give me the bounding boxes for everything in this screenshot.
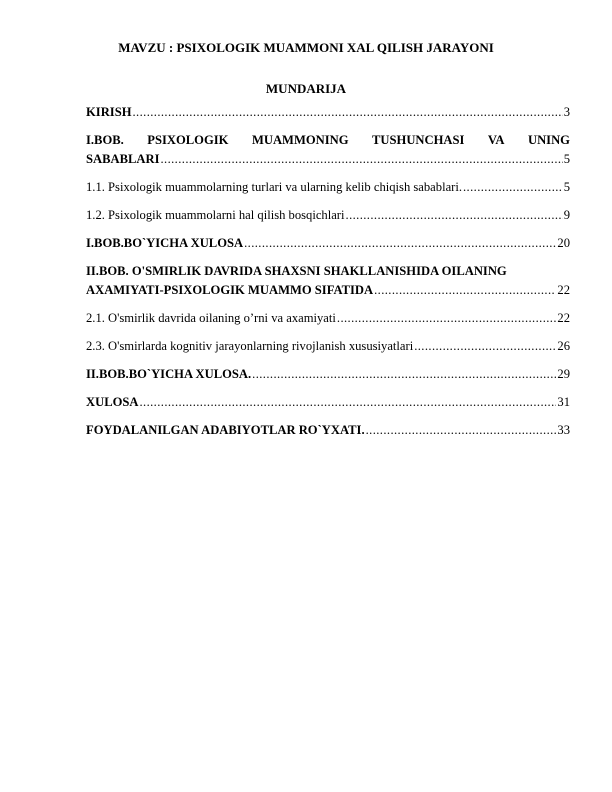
toc-entry-text: FOYDALANILGAN ADABIYOTLAR RO`YXATI.: [86, 423, 365, 437]
toc-page-number: 9: [563, 208, 570, 222]
toc-entry-1-2: [86, 206, 570, 225]
toc-entry-2-3: [86, 337, 570, 356]
leader-dots: [463, 178, 563, 197]
toc-page-number: 20: [557, 236, 570, 250]
leader-dots: [374, 281, 556, 300]
toc-entry-chapter-1: [86, 131, 570, 169]
toc-page-number: 22: [557, 283, 570, 297]
toc-entry-chapter-1-summary: [86, 234, 570, 253]
leader-dots: [366, 421, 557, 440]
toc-entry-text: SABABLARI: [86, 152, 160, 166]
toc-page-number: 33: [557, 423, 570, 437]
leader-dots: [133, 103, 563, 122]
toc-entry-text: 2.1. O'smirlik davrida oilaning o’rni va axamiyati: [86, 311, 336, 325]
toc-page-number: 22: [557, 311, 570, 325]
toc-entry-text: 2.3. O'smirlarda kognitiv jarayonlarning rivojlanish xususiyatlari: [86, 339, 414, 353]
toc-entry-text: I.BOB.BO`YICHA XULOSA: [86, 236, 244, 250]
leader-dots: [244, 234, 556, 253]
toc-entry-kirish: [86, 103, 570, 122]
toc-page-number: 3: [563, 105, 570, 119]
toc-entry-references: [86, 421, 570, 440]
toc-entry-text: 1.1. Psixologik muammolarning turlari va ularning kelib chiqish sabablari.: [86, 180, 462, 194]
leader-dots: [139, 393, 556, 412]
leader-dots: [337, 309, 557, 328]
leader-dots: [160, 150, 562, 169]
toc-page-number: 26: [557, 339, 570, 353]
toc-entry-text: II.BOB.BO`YICHA XULOSA.: [86, 367, 252, 381]
page-title: MAVZU : PSIXOLOGIK MUAMMONI XAL QILISH JARAYONI: [118, 40, 494, 55]
toc-page-number: 5: [563, 152, 570, 166]
toc-entry-2-1: [86, 309, 570, 328]
table-of-contents: [86, 103, 570, 449]
toc-entry-text: AXAMIYATI-PSIXOLOGIK MUAMMO SIFATIDA: [86, 283, 374, 297]
toc-page-number: 5: [563, 180, 570, 194]
toc-entry-xulosa: [86, 393, 570, 412]
toc-entry-line1: II.BOB. O'SMIRLIK DAVRIDA SHAXSNI SHAKLLANISHIDA OILANING: [86, 264, 507, 278]
toc-entry-1-1: [86, 178, 570, 197]
toc-entry-chapter-2-summary: [86, 365, 570, 384]
toc-heading: MUNDARIJA: [265, 81, 347, 96]
leader-dots: [252, 365, 556, 384]
leader-dots: [346, 206, 563, 225]
leader-dots: [414, 337, 556, 356]
toc-entry-chapter-2: [86, 262, 570, 300]
toc-entry-text: XULOSA: [86, 395, 139, 409]
toc-page-number: 31: [557, 395, 570, 409]
toc-entry-line1: I.BOB. PSIXOLOGIK MUAMMONING TUSHUNCHASI VA UNING: [86, 133, 570, 147]
toc-page-number: 29: [557, 367, 570, 381]
toc-entry-text: 1.2. Psixologik muammolarni hal qilish bosqichlari: [86, 208, 345, 222]
toc-entry-text: KIRISH: [86, 105, 132, 119]
